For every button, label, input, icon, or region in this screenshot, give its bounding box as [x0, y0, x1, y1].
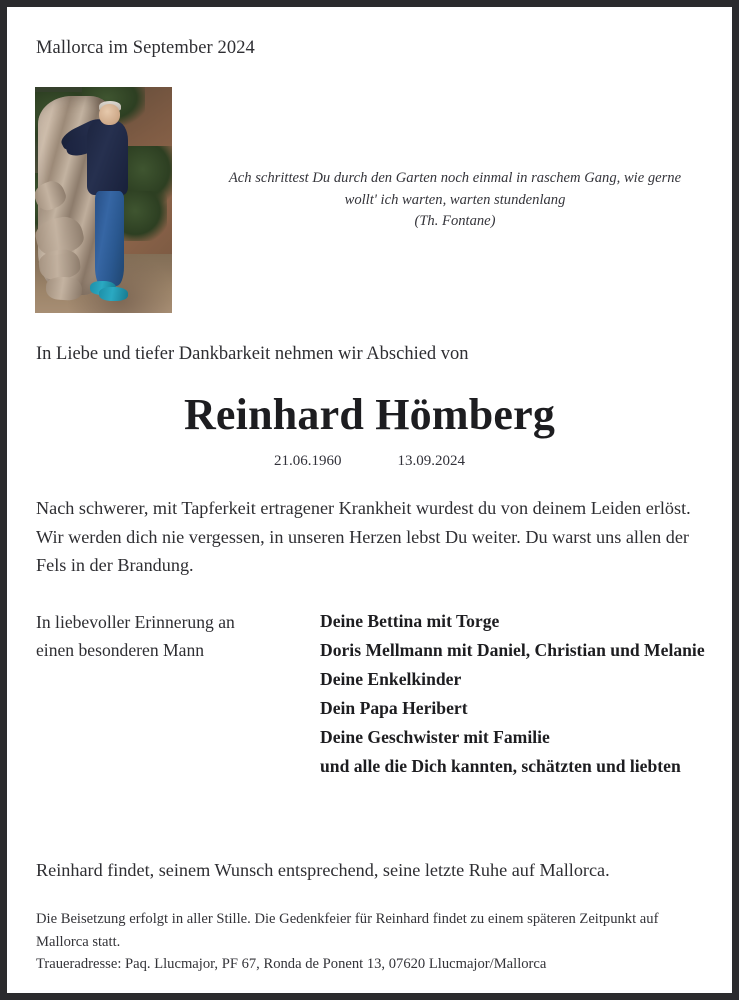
dedication-line-2: einen besonderen Mann — [36, 640, 205, 660]
mourner-entry: Dein Papa Heribert — [320, 698, 468, 718]
place-and-date-line: Mallorca im September 2024 — [36, 38, 255, 58]
photo-person-shoe — [99, 287, 128, 301]
tribute-paragraph: Nach schwerer, mit Tapferkeit ertragener Krankheit wurdest du von deinem Leiden erlöst. Wir werden dich nie vergessen, in unseren Herzen lebst Du weiter. Du warst uns allen der Fels in der Brandung. — [36, 498, 691, 575]
dedication-line-1: In liebevoller Erinnerung an — [36, 612, 235, 632]
farewell-intro-text: In Liebe und tiefer Dankbarkeit nehmen wir Abschied von — [36, 344, 469, 364]
mourner-entry: Deine Enkelkinder — [320, 669, 462, 689]
mourners-list — [320, 607, 720, 781]
photo-person-legs — [95, 191, 124, 286]
photo-person-torso — [87, 121, 128, 196]
date-of-death: 13.09.2024 — [397, 453, 465, 469]
obituary-page — [7, 7, 732, 993]
mourner-entry: und alle die Dich kannten, schätzten und liebten — [320, 756, 681, 776]
life-dates — [7, 453, 732, 470]
deceased-name: Reinhard Hömberg — [183, 390, 556, 439]
dedication-text — [36, 608, 306, 664]
poem-line-1: Ach schrittest Du durch den Garten noch einmal in raschem Gang, wie gerne — [228, 170, 682, 186]
photo-scene — [35, 87, 172, 313]
portrait-photo — [35, 87, 172, 313]
memorial-poem — [205, 168, 705, 233]
funeral-details — [36, 908, 704, 976]
poem-author: (Th. Fontane) — [414, 213, 496, 229]
mourner-entry: Doris Mellmann mit Daniel, Christian und Melanie — [320, 640, 705, 660]
mourner-entry: Deine Geschwister mit Familie — [320, 727, 550, 747]
resting-place-text: Reinhard findet, seinem Wunsch entsprechend, seine letzte Ruhe auf Mallorca. — [36, 860, 610, 880]
mourner-entry: Deine Bettina mit Torge — [320, 611, 500, 631]
photo-person-head — [99, 104, 120, 125]
funeral-note: Die Beisetzung erfolgt in aller Stille. Die Gedenkfeier für Reinhard findet zu einem späteren Zeitpunkt auf Mallorca statt. — [36, 911, 659, 950]
condolence-address: Traueradresse: Paq. Llucmajor, PF 67, Ronda de Ponent 13, 07620 Llucmajor/Mallorca — [36, 956, 547, 972]
photo-tree-root — [45, 276, 82, 301]
poem-line-2: wollt' ich warten, warten stundenlang — [344, 191, 566, 208]
date-of-birth: 21.06.1960 — [274, 453, 342, 469]
